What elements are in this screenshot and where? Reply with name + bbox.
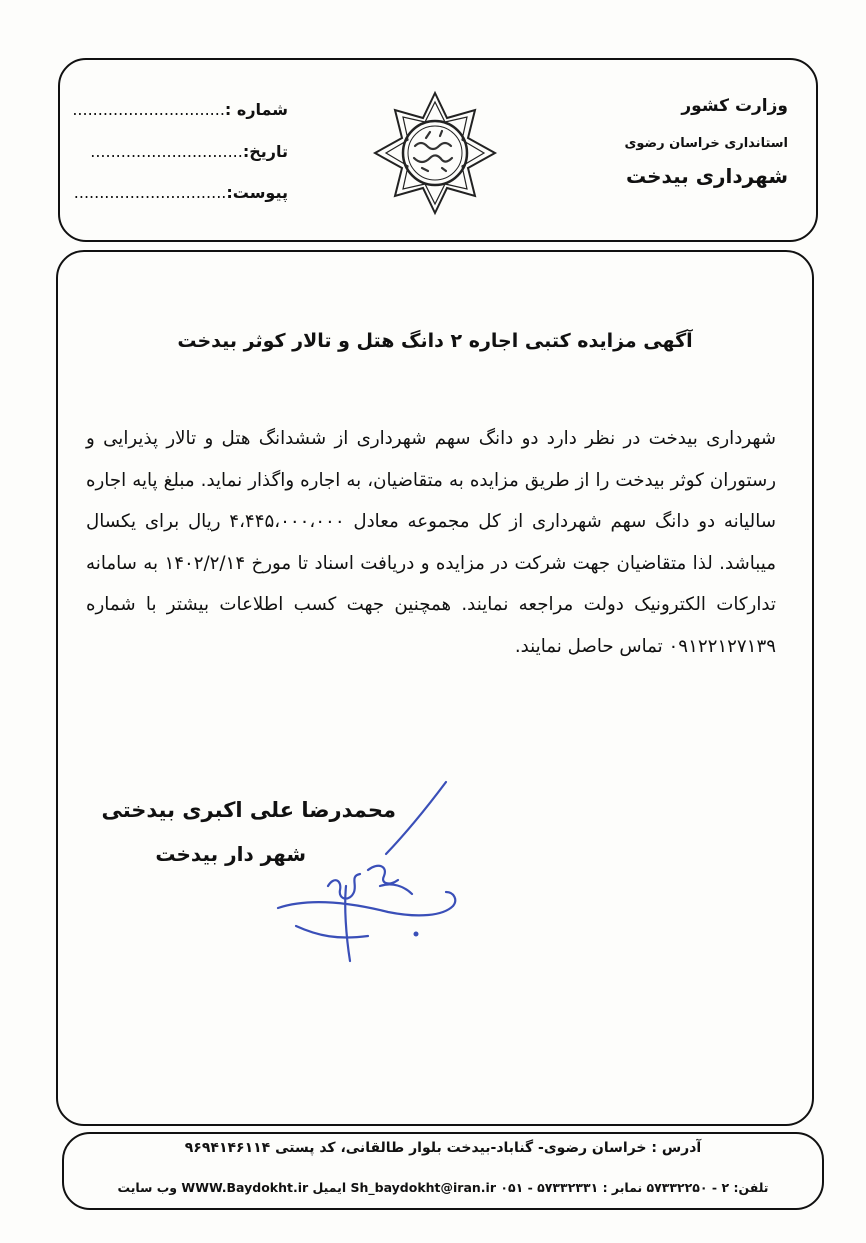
governorate-name: استانداری خراسان رضوی bbox=[624, 136, 788, 151]
number-dots: .............................. bbox=[72, 100, 225, 119]
notice-title: آگهی مزایده کتبی اجاره ۲ دانگ هتل و تالار کوثر بیدخت bbox=[177, 330, 693, 352]
ministry-name: وزارت کشور bbox=[681, 96, 788, 116]
letter-attachment-field bbox=[73, 183, 288, 202]
footer-address: آدرس : خراسان رضوی- گناباد-بیدخت بلوار طالقانی، کد پستی ۹۶۹۴۱۴۶۱۱۴ bbox=[184, 1140, 702, 1156]
handwritten-signature-icon bbox=[268, 776, 468, 966]
letter-number-field bbox=[72, 100, 288, 119]
letter-date-field bbox=[78, 142, 288, 161]
attachment-dots: .............................. bbox=[73, 183, 227, 202]
date-dots: .............................. bbox=[90, 142, 243, 161]
municipality-name: شهرداری بیدخت bbox=[625, 164, 788, 188]
number-label: شماره : bbox=[224, 100, 288, 119]
signer-name: محمدرضا علی اکبری بیدختی bbox=[101, 798, 396, 822]
notice-body: شهرداری بیدخت در نظر دارد دو دانگ سهم شهرداری از ششدانگ هتل و تالار پذیرایی و رستوران کوثر بیدخت را از طریق مزایده به متقاضیان، به اجاره واگذار نماید. مبلغ پایه اجاره سالیانه دو دانگ سهم شهرداری از کل مجموعه معادل ۴،۴۴۵،۰۰۰،۰۰۰ ریال برای یکسال میباشد. لذا متقاضیان جهت شرکت در مزایده و دریافت اسناد تا مورخ ۱۴۰۲/۲/۱۴ به سامانه تدارکات الکترونیک دولت مراجعه نمایند. همچنین جهت کسب اطلاعات بیشتر با شماره ۰۹۱۲۲۱۲۷۱۳۹ تماس حاصل نمایند. bbox=[86, 428, 776, 657]
content-frame bbox=[56, 250, 814, 1126]
attachment-label: پیوست: bbox=[226, 183, 288, 202]
signer-title: شهر دار بیدخت bbox=[155, 842, 306, 866]
municipality-emblem-icon bbox=[370, 88, 500, 218]
date-label: تاریخ: bbox=[242, 142, 288, 161]
footer-contact: تلفن: ۲ - ۵۷۳۳۲۲۵۰ نمابر : ۵۷۳۳۲۳۳۱ - ۰۵۱ Sh_baydokht@iran.ir ایمیل WWW.Baydokht.ir وب سایت bbox=[117, 1180, 769, 1195]
